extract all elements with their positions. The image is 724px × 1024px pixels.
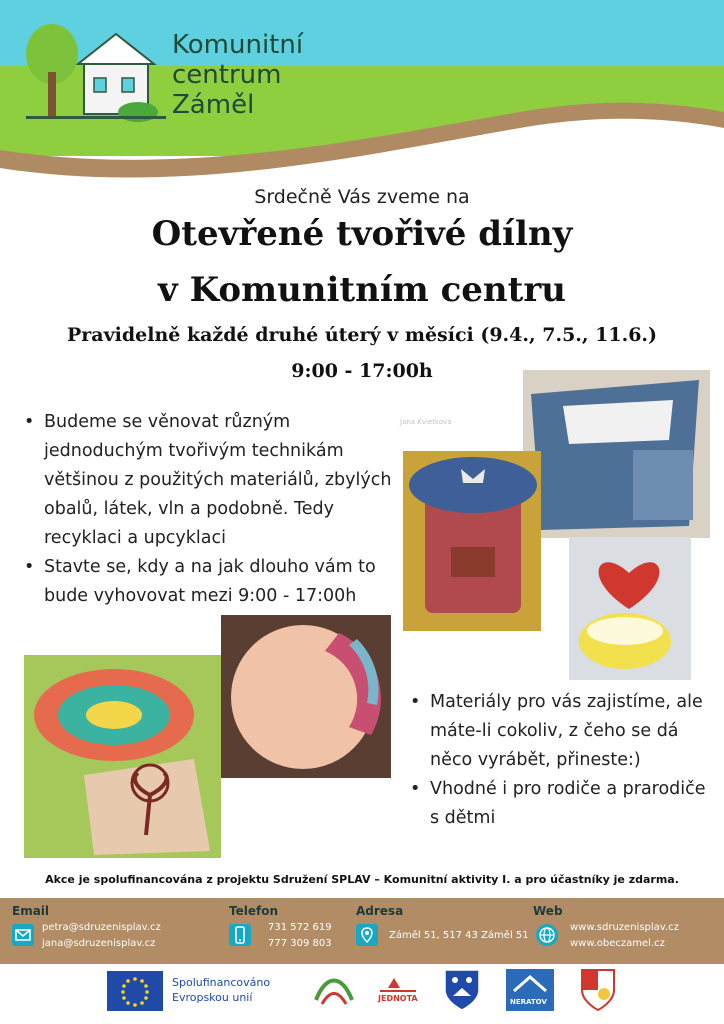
eu-cofunding-text xyxy=(172,975,270,1005)
funding-note: Akce je spolufinancována z projektu Sdružení SPLAV – Komunitní aktivity I. a pro účastníky je zdarma. xyxy=(45,873,679,886)
hours-text: 9:00 - 17:00h xyxy=(291,360,433,382)
title-line-1: Otevřené tvořivé dílny xyxy=(151,214,573,254)
photo-watermark: Jana Kvietková xyxy=(400,418,452,426)
coat-of-arms-blue-icon xyxy=(443,968,481,1012)
email-heading: Email xyxy=(12,904,50,918)
stencil-art-photo xyxy=(24,655,221,858)
address-heading: Adresa xyxy=(356,904,404,918)
web-heading: Web xyxy=(533,904,563,918)
email-link-1[interactable]: petra@sdruzenisplav.cz xyxy=(42,922,161,933)
zamel-coat-of-arms-icon xyxy=(580,968,616,1012)
web-link-1[interactable]: www.sdruzenisplav.cz xyxy=(570,922,679,933)
intro-text: Srdečně Vás zveme na xyxy=(254,186,470,208)
jednota-label: JEDNOTA xyxy=(378,994,418,1003)
email-icon xyxy=(12,924,34,946)
logo-line-1: Komunitní xyxy=(172,30,304,60)
email-link-2[interactable]: jana@sdruzenisplav.cz xyxy=(42,938,156,949)
location-pin-icon xyxy=(356,924,378,946)
address-text: Záměl 51, 517 43 Záměl 51 xyxy=(389,930,529,941)
crochet-ball-photo xyxy=(221,615,391,778)
bullet-list-right xyxy=(408,688,708,833)
neratov-label: NERATOV xyxy=(510,998,547,1006)
phone-number-1[interactable]: 731 572 619 xyxy=(268,922,332,933)
house-logo-icon xyxy=(26,20,166,124)
logo-line-3: Záměl xyxy=(172,90,255,120)
phone-number-2[interactable]: 777 309 803 xyxy=(268,938,332,949)
splav-logo-icon xyxy=(312,970,356,1010)
jednota-logo-icon xyxy=(374,970,422,1010)
contact-bar xyxy=(0,898,724,964)
globe-icon xyxy=(536,924,558,946)
title-line-2: v Komunitním centru xyxy=(158,270,566,310)
phone-heading: Telefon xyxy=(229,904,278,918)
denim-box-photo xyxy=(523,370,710,538)
phone-icon xyxy=(229,924,251,946)
decorated-jar-photo xyxy=(403,451,541,631)
bullet-item: • Materiály pro vás zajistíme, ale máte-li cokoliv, z čeho se dá něco vyrábět, přineste:) xyxy=(408,688,708,775)
eu-line-1: Spolufinancováno xyxy=(172,976,271,989)
bullet-item: • Stavte se, kdy a na jak dlouho vám to bude vyhovovat mezi 9:00 - 17:00h xyxy=(22,553,394,611)
bullet-item: • Budeme se věnovat různým jednoduchým tvořivým technikám většinou z použitých materiálů, zbylých obalů, látek, vln a podobně. Tedy recyklaci a upcyklaci xyxy=(22,408,394,553)
web-link-2[interactable]: www.obeczamel.cz xyxy=(570,938,665,949)
eu-line-2: Evropskou unií xyxy=(172,991,253,1004)
paper-basket-photo xyxy=(569,537,691,680)
eu-flag-icon xyxy=(107,971,163,1011)
bullet-item: • Vhodné i pro rodiče a prarodiče s dětmi xyxy=(408,775,708,833)
schedule-text: Pravidelně každé druhé úterý v měsíci (9.4., 7.5., 11.6.) xyxy=(66,324,658,346)
bullet-list-left xyxy=(22,408,394,611)
logo-line-2: centrum xyxy=(172,60,282,90)
logo-wordmark xyxy=(172,30,303,120)
